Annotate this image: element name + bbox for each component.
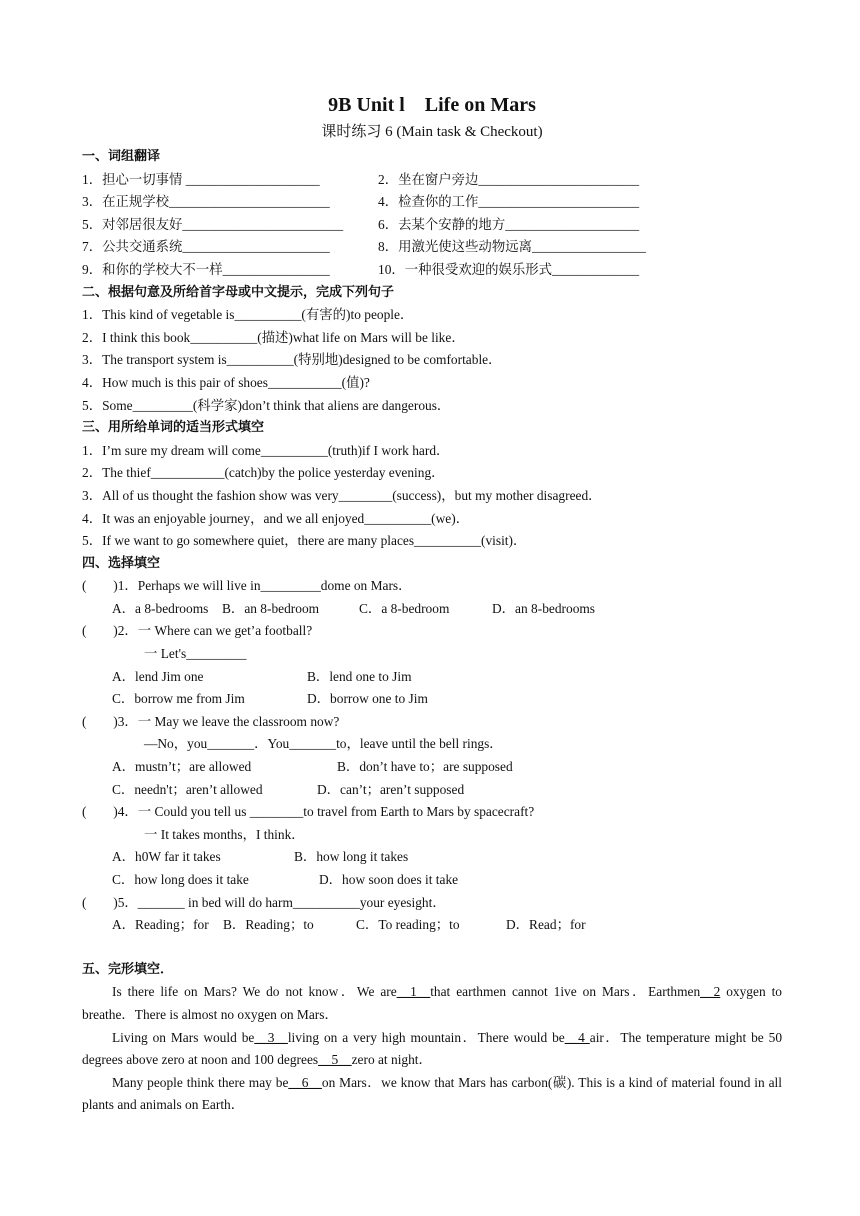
- option-d: D．Read；for: [506, 917, 586, 933]
- cloze-blank-1: __1__: [396, 984, 431, 1000]
- option-c: C．borrow me from Jim: [112, 691, 245, 707]
- option-c: C．needn't；aren’t allowed: [112, 781, 263, 797]
- cloze-paragraph-3: [82, 1072, 782, 1117]
- question-4-stem: ( )4．一 Could you tell us ________to travel from Earth to Mars by spacecraft?: [82, 804, 535, 820]
- phrase-item: 9．和你的学校大不一样________________: [82, 261, 330, 277]
- option-b: B．an 8-bedroom: [222, 600, 320, 616]
- question-1-stem: ( )1．Perhaps we will live in_________dome on Mars．: [82, 578, 412, 594]
- phrase-row: [82, 236, 782, 259]
- option-c: C．a 8-bedroom: [359, 600, 450, 616]
- sentence-item: 5．Some_________(科学家)don’t think that aliens are dangerous．: [82, 397, 451, 413]
- option-c: C．To reading；to: [356, 917, 460, 933]
- cloze-text: Living on Mars would be: [112, 1029, 255, 1045]
- section-4-heading: 四、选择填空: [82, 555, 161, 571]
- cloze-blank-5: __5__: [318, 1052, 352, 1068]
- option-b: B．lend one to Jim: [307, 668, 412, 684]
- cloze-paragraph-2: [82, 1027, 782, 1072]
- question-4-options-ab: [82, 846, 782, 869]
- cloze-text: Is there life on Mars? We do not know．We are: [112, 984, 397, 1000]
- sentence-item: 3．All of us thought the fashion show was very________(success)，but my mother disagreed．: [82, 487, 602, 503]
- cloze-blank-4: __4: [564, 1029, 590, 1045]
- sentence-item: 1．I’m sure my dream will come__________(truth)if I work hard．: [82, 442, 450, 458]
- page-subtitle: 课时练习 6 (Main task & Checkout): [321, 124, 543, 140]
- option-a: A．mustn’t；are allowed: [112, 759, 252, 775]
- section-1-heading: 一、词组翻译: [82, 149, 161, 164]
- cloze-text: on Mars．we know that Mars has carbon(碳). This is a kind of material found in all plants and animals on Earth．: [82, 1074, 782, 1113]
- cloze-text: oxygen to breathe．There is almost no oxygen on Mars．: [82, 984, 783, 1022]
- option-c: C．how long does it take: [112, 872, 249, 887]
- option-a: A．h0W far it takes: [112, 849, 221, 865]
- option-d: D．borrow one to Jim: [307, 691, 428, 707]
- question-3-stem: ( )3．一 May we leave the classroom now?: [82, 713, 340, 729]
- cloze-paragraph-1: [82, 981, 782, 1026]
- sentence-item: 4．It was an enjoyable journey，and we all enjoyed__________(we)．: [82, 510, 470, 526]
- section-3-heading: 三、用所给单词的适当形式填空: [82, 420, 265, 436]
- sentence-item: 2．I think this book__________(描述)what life on Mars will be like．: [82, 329, 465, 345]
- question-3-options-ab: [82, 756, 782, 779]
- page-title: 9B Unit l Life on Mars: [328, 94, 536, 116]
- phrase-item: 10．一种很受欢迎的娱乐形式_____________: [378, 261, 640, 277]
- question-3-reply: —No，you_______．You_______to，leave until the bell rings．: [144, 736, 503, 752]
- option-d: D．an 8-bedrooms: [492, 600, 596, 616]
- cloze-text: living on a very high mountain．There would be: [287, 1029, 565, 1045]
- sentence-item: 3．The transport system is__________(特别地)designed to be comfortable．: [82, 352, 502, 368]
- sentence-item: 2．The thief___________(catch)by the police yesterday evening．: [82, 465, 445, 481]
- phrase-item: 1．担心一切事情 ____________________: [82, 171, 320, 187]
- section-2-heading: 二、根据句意及所给首字母或中文提示，完成下列句子: [82, 284, 395, 300]
- question-4-options-cd: [82, 869, 782, 892]
- question-5-options: [82, 914, 782, 937]
- phrase-item: 4．检查你的工作________________________: [378, 194, 640, 210]
- option-d: D．can’t；aren’t supposed: [317, 781, 465, 797]
- option-b: B．how long it takes: [294, 849, 409, 865]
- cloze-blank-2: __2: [700, 984, 721, 1000]
- option-b: B．don’t have to；are supposed: [337, 759, 513, 775]
- question-2-stem: ( )2．一 Where can we get’a football?: [82, 623, 313, 639]
- cloze-text: Many people think there may be: [112, 1074, 289, 1090]
- phrase-row: [82, 191, 782, 214]
- phrase-row: [82, 259, 782, 282]
- question-1-options: [82, 598, 782, 621]
- question-3-options-cd: [82, 779, 782, 802]
- question-5-stem: ( )5．_______ in bed will do harm__________your eyesight．: [82, 894, 446, 910]
- phrase-row: [82, 214, 782, 237]
- sentence-item: 5．If we want to go somewhere quiet，there are many places__________(visit)．: [82, 533, 527, 549]
- phrase-item: 5．对邻居很友好________________________: [82, 216, 344, 232]
- phrase-item: 3．在正规学校________________________: [82, 194, 330, 210]
- option-a: A．Reading；for: [112, 917, 209, 933]
- option-b: B．Reading；to: [223, 917, 314, 933]
- option-d: D．how soon does it take: [319, 872, 459, 887]
- phrase-item: 6．去某个安静的地方____________________: [378, 216, 640, 232]
- cloze-text: air．The temperature might be 50 degrees above zero at noon and 100 degrees: [82, 1029, 783, 1068]
- option-a: A．lend Jim one: [112, 668, 204, 684]
- question-2-options-cd: [82, 688, 782, 711]
- worksheet: [82, 90, 782, 1117]
- cloze-blank-6: __6__: [288, 1074, 322, 1090]
- question-4-reply: 一 It takes months，I think．: [144, 826, 305, 842]
- cloze-blank-3: __3__: [254, 1029, 288, 1045]
- section-5-heading: 五、完形填空．: [82, 961, 174, 977]
- question-2-options-ab: [82, 666, 782, 689]
- phrase-item: 2．坐在窗户旁边________________________: [378, 171, 640, 187]
- sentence-item: 4．How much is this pair of shoes___________(值)?: [82, 374, 370, 390]
- cloze-text: that earthmen cannot 1ive on Mars．Earthmen: [430, 984, 701, 1000]
- cloze-text: zero at night．: [351, 1052, 432, 1068]
- phrase-row: [82, 169, 782, 192]
- phrase-item: 8．用激光使这些动物远离_________________: [378, 239, 646, 255]
- sentence-item: 1．This kind of vegetable is__________(有害的)to people．: [82, 307, 414, 323]
- phrase-item: 7．公共交通系统______________________: [82, 239, 330, 255]
- option-a: A．a 8-bedrooms: [112, 600, 209, 616]
- question-2-reply: 一 Let's_________: [144, 646, 247, 662]
